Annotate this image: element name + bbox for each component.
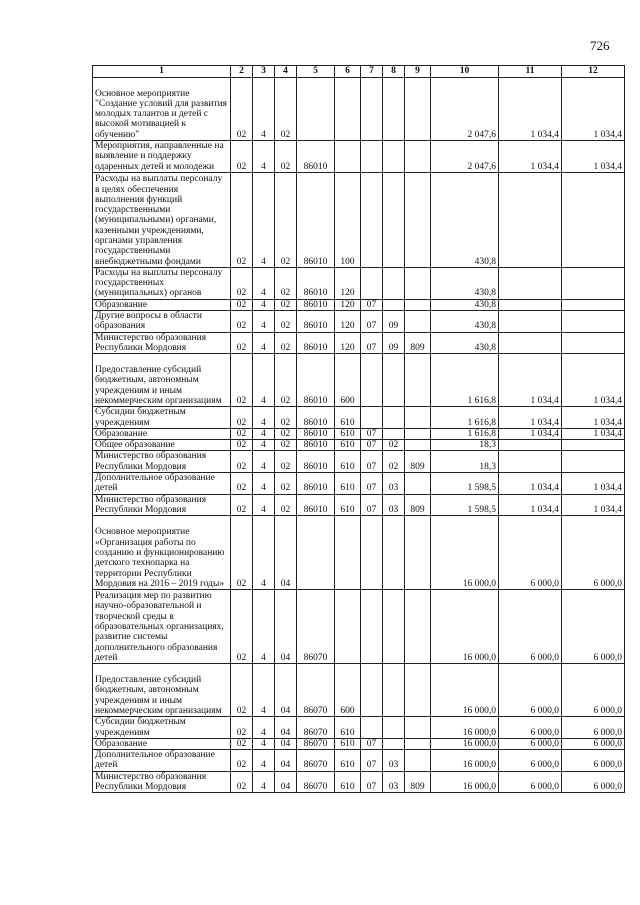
row-name-cell: Образование	[93, 738, 231, 749]
table-cell: 16 000,0	[431, 771, 499, 793]
column-header: 2	[231, 66, 253, 78]
table-cell: 03	[383, 494, 405, 516]
table-cell: 6 000,0	[562, 516, 625, 590]
table-cell	[405, 664, 431, 717]
row-name-cell: Предоставление субсидий бюджетным, автономным учреждениям и иным некоммерческим организациям	[93, 354, 231, 407]
table-cell: 02	[275, 407, 297, 429]
row-name-cell: Мероприятия, направленные на выявление и поддержку одаренных детей и молодежи	[93, 141, 231, 173]
table-cell: 1 034,4	[499, 141, 562, 173]
table-cell: 86070	[297, 664, 335, 717]
table-cell: 02	[231, 516, 253, 590]
table-cell: 1 034,4	[562, 407, 625, 429]
table-cell	[405, 717, 431, 739]
table-row	[93, 299, 625, 310]
table-cell: 6 000,0	[499, 750, 562, 772]
table-cell: 02	[231, 78, 253, 141]
column-header: 8	[383, 66, 405, 78]
table-cell: 600	[335, 664, 361, 717]
table-cell	[499, 311, 562, 333]
table-cell: 86010	[297, 141, 335, 173]
table-cell: 02	[383, 440, 405, 451]
table-cell	[405, 440, 431, 451]
table-row	[93, 172, 625, 267]
table-cell: 1 598,5	[431, 494, 499, 516]
table-cell: 07	[361, 750, 383, 772]
table-cell	[405, 407, 431, 429]
table-cell: 430,8	[431, 172, 499, 267]
table-cell: 610	[335, 440, 361, 451]
table-row	[93, 407, 625, 429]
table-cell: 6 000,0	[499, 738, 562, 749]
table-cell: 07	[361, 738, 383, 749]
column-header: 4	[275, 66, 297, 78]
table-cell: 07	[361, 440, 383, 451]
table-cell: 02	[275, 440, 297, 451]
table-cell: 4	[253, 473, 275, 495]
table-row	[93, 332, 625, 354]
table-row	[93, 590, 625, 664]
table-cell: 6 000,0	[562, 771, 625, 793]
table-cell: 6 000,0	[499, 717, 562, 739]
table-cell: 1 616,8	[431, 354, 499, 407]
table-cell: 1 598,5	[431, 473, 499, 495]
row-name-cell: Субсидии бюджетным учреждениям	[93, 717, 231, 739]
table-cell: 02	[231, 717, 253, 739]
table-cell: 1 034,4	[562, 354, 625, 407]
table-cell: 02	[231, 172, 253, 267]
table-cell	[383, 299, 405, 310]
table-cell: 1 034,4	[499, 407, 562, 429]
table-cell: 1 034,4	[562, 428, 625, 439]
table-cell: 4	[253, 590, 275, 664]
table-cell: 02	[231, 267, 253, 299]
table-cell	[405, 78, 431, 141]
table-cell	[562, 451, 625, 473]
table-cell	[383, 78, 405, 141]
table-row	[93, 78, 625, 141]
table-cell: 07	[361, 494, 383, 516]
table-cell	[383, 407, 405, 429]
table-cell: 86070	[297, 738, 335, 749]
table-row	[93, 771, 625, 793]
table-cell	[499, 299, 562, 310]
table-cell	[499, 451, 562, 473]
table-cell: 4	[253, 354, 275, 407]
table-cell: 120	[335, 267, 361, 299]
table-cell: 02	[231, 141, 253, 173]
table-cell: 16 000,0	[431, 738, 499, 749]
table-cell	[361, 590, 383, 664]
table-cell: 6 000,0	[562, 664, 625, 717]
table-cell	[383, 717, 405, 739]
row-name-cell: Реализация мер по развитию научно-образовательной и творческой среды в образовательных организациях, развитие системы дополнительного образования детей	[93, 590, 231, 664]
table-cell	[297, 78, 335, 141]
table-cell	[335, 516, 361, 590]
table-cell: 02	[231, 664, 253, 717]
table-cell: 100	[335, 172, 361, 267]
row-name-cell: Министерство образования Республики Мордовия	[93, 494, 231, 516]
table-cell: 86010	[297, 451, 335, 473]
table-cell	[405, 311, 431, 333]
table-cell: 16 000,0	[431, 664, 499, 717]
row-name-cell: Расходы на выплаты персоналу государственных (муниципальных) органов	[93, 267, 231, 299]
table-cell: 6 000,0	[499, 516, 562, 590]
table-cell: 02	[231, 332, 253, 354]
table-cell	[361, 407, 383, 429]
table-cell: 86010	[297, 407, 335, 429]
table-cell: 1 034,4	[499, 78, 562, 141]
table-cell: 02	[383, 451, 405, 473]
table-cell: 03	[383, 771, 405, 793]
table-cell	[405, 141, 431, 173]
table-row	[93, 717, 625, 739]
table-cell: 86010	[297, 311, 335, 333]
header-row	[93, 66, 625, 78]
table-cell: 09	[383, 311, 405, 333]
table-cell: 18,3	[431, 451, 499, 473]
column-header: 6	[335, 66, 361, 78]
table-cell	[405, 299, 431, 310]
table-cell	[405, 590, 431, 664]
table-cell: 4	[253, 750, 275, 772]
table-cell: 09	[383, 332, 405, 354]
table-cell: 120	[335, 332, 361, 354]
table-cell: 600	[335, 354, 361, 407]
table-cell	[383, 354, 405, 407]
table-cell	[383, 738, 405, 749]
table-cell: 04	[275, 738, 297, 749]
table-cell	[383, 590, 405, 664]
table-cell	[499, 440, 562, 451]
table-row	[93, 494, 625, 516]
table-cell: 809	[405, 494, 431, 516]
table-cell: 2 047,6	[431, 141, 499, 173]
row-name-cell: Основное мероприятие «Организация работы по созданию и функционированию детского технопарка на территории Республики Мордовия на 2016 – 2019 годы»	[93, 516, 231, 590]
table-cell: 02	[275, 141, 297, 173]
table-cell	[383, 172, 405, 267]
row-name-cell: Министерство образования Республики Мордовия	[93, 771, 231, 793]
table-cell	[562, 267, 625, 299]
table-cell: 02	[231, 771, 253, 793]
table-cell: 4	[253, 299, 275, 310]
table-cell	[405, 516, 431, 590]
table-row	[93, 267, 625, 299]
table-cell: 02	[275, 473, 297, 495]
table-cell: 02	[231, 299, 253, 310]
table-cell: 1 034,4	[499, 354, 562, 407]
table-cell: 610	[335, 771, 361, 793]
table-cell: 07	[361, 428, 383, 439]
table-cell: 86010	[297, 354, 335, 407]
table-cell: 4	[253, 451, 275, 473]
column-header: 12	[562, 66, 625, 78]
table-cell: 1 034,4	[499, 473, 562, 495]
table-cell	[562, 440, 625, 451]
table-cell: 610	[335, 428, 361, 439]
table-cell	[562, 311, 625, 333]
table-cell: 02	[275, 172, 297, 267]
table-cell: 86010	[297, 473, 335, 495]
table-cell	[499, 172, 562, 267]
row-name-cell: Субсидии бюджетным учреждениям	[93, 407, 231, 429]
table-cell	[383, 664, 405, 717]
column-header: 10	[431, 66, 499, 78]
table-cell: 6 000,0	[562, 738, 625, 749]
row-name-cell: Образование	[93, 428, 231, 439]
table-cell: 02	[231, 311, 253, 333]
table-cell	[383, 267, 405, 299]
row-name-cell: Дополнительное образование детей	[93, 750, 231, 772]
table-cell: 1 034,4	[562, 473, 625, 495]
table-cell: 610	[335, 494, 361, 516]
table-cell	[361, 354, 383, 407]
table-cell: 16 000,0	[431, 750, 499, 772]
table-cell	[405, 473, 431, 495]
table-row	[93, 440, 625, 451]
table-cell	[405, 738, 431, 749]
table-row	[93, 664, 625, 717]
row-name-cell: Основное мероприятие "Создание условий для развития молодых талантов и детей с высокой мотивацией к обучению"	[93, 78, 231, 141]
page-number: 726	[590, 38, 610, 53]
table-cell	[562, 332, 625, 354]
table-cell: 6 000,0	[499, 771, 562, 793]
table-cell: 4	[253, 311, 275, 333]
table-cell: 07	[361, 451, 383, 473]
table-cell: 4	[253, 440, 275, 451]
table-cell: 02	[275, 267, 297, 299]
table-cell	[361, 172, 383, 267]
table-cell: 02	[275, 451, 297, 473]
table-cell: 610	[335, 407, 361, 429]
budget-table	[92, 65, 625, 793]
column-header: 1	[93, 66, 231, 78]
table-cell	[405, 750, 431, 772]
table-cell	[405, 428, 431, 439]
table-cell: 610	[335, 738, 361, 749]
table-cell: 4	[253, 516, 275, 590]
table-cell: 02	[231, 473, 253, 495]
table-cell: 430,8	[431, 299, 499, 310]
row-name-cell: Министерство образования Республики Мордовия	[93, 451, 231, 473]
table-cell: 809	[405, 771, 431, 793]
table-cell: 1 034,4	[562, 78, 625, 141]
table-cell: 86070	[297, 717, 335, 739]
table-cell	[499, 267, 562, 299]
table-cell: 07	[361, 311, 383, 333]
table-cell: 120	[335, 299, 361, 310]
table-cell	[405, 267, 431, 299]
table-cell: 16 000,0	[431, 717, 499, 739]
column-header: 5	[297, 66, 335, 78]
table-cell: 02	[275, 78, 297, 141]
table-cell: 430,8	[431, 311, 499, 333]
table-cell: 809	[405, 451, 431, 473]
table-cell: 2 047,6	[431, 78, 499, 141]
table-cell: 04	[275, 771, 297, 793]
table-cell: 04	[275, 717, 297, 739]
table-cell: 1 034,4	[499, 428, 562, 439]
table-cell: 1 616,8	[431, 407, 499, 429]
table-cell: 02	[275, 354, 297, 407]
row-name-cell: Дополнительное образование детей	[93, 473, 231, 495]
table-cell: 4	[253, 332, 275, 354]
table-cell: 07	[361, 332, 383, 354]
table-cell	[383, 428, 405, 439]
table-cell	[562, 172, 625, 267]
table-cell: 07	[361, 473, 383, 495]
table-cell: 07	[361, 771, 383, 793]
table-cell: 04	[275, 590, 297, 664]
table-cell: 430,8	[431, 267, 499, 299]
row-name-cell: Другие вопросы в области образования	[93, 311, 231, 333]
table-cell: 86070	[297, 750, 335, 772]
table-cell: 4	[253, 407, 275, 429]
table-cell: 610	[335, 750, 361, 772]
table-row	[93, 516, 625, 590]
table-cell: 610	[335, 473, 361, 495]
table-cell: 4	[253, 267, 275, 299]
table-cell: 16 000,0	[431, 516, 499, 590]
table-cell: 4	[253, 141, 275, 173]
table-cell: 02	[231, 750, 253, 772]
table-row	[93, 141, 625, 173]
table-cell: 4	[253, 428, 275, 439]
table-cell: 03	[383, 473, 405, 495]
table-row	[93, 738, 625, 749]
table-cell: 4	[253, 717, 275, 739]
table-cell: 86010	[297, 267, 335, 299]
table-cell: 4	[253, 78, 275, 141]
column-header: 7	[361, 66, 383, 78]
table-cell: 6 000,0	[499, 590, 562, 664]
table-cell: 86010	[297, 440, 335, 451]
table-row	[93, 750, 625, 772]
row-name-cell: Общее образование	[93, 440, 231, 451]
table-cell: 610	[335, 717, 361, 739]
table-cell: 86010	[297, 172, 335, 267]
table-cell: 430,8	[431, 332, 499, 354]
table-cell: 02	[231, 428, 253, 439]
table-cell	[335, 78, 361, 141]
table-cell: 809	[405, 332, 431, 354]
table-cell: 120	[335, 311, 361, 333]
table-cell: 02	[231, 451, 253, 473]
table-row	[93, 451, 625, 473]
table-cell	[361, 267, 383, 299]
table-cell: 6 000,0	[562, 590, 625, 664]
table-cell: 1 034,4	[562, 141, 625, 173]
table-cell: 02	[275, 428, 297, 439]
table-cell: 610	[335, 451, 361, 473]
table-cell: 02	[275, 494, 297, 516]
table-cell: 1 034,4	[562, 494, 625, 516]
table-cell	[297, 516, 335, 590]
table-cell: 86010	[297, 299, 335, 310]
table-cell	[335, 141, 361, 173]
table-cell: 1 034,4	[499, 494, 562, 516]
table-cell: 1 616,8	[431, 428, 499, 439]
table-cell: 86010	[297, 332, 335, 354]
table-cell: 4	[253, 664, 275, 717]
table-cell: 03	[383, 750, 405, 772]
column-header: 9	[405, 66, 431, 78]
table-cell	[361, 664, 383, 717]
table-cell: 04	[275, 750, 297, 772]
table-cell	[361, 78, 383, 141]
table-cell: 6 000,0	[562, 717, 625, 739]
table-cell: 02	[231, 590, 253, 664]
table-cell: 16 000,0	[431, 590, 499, 664]
table-row	[93, 354, 625, 407]
column-header: 3	[253, 66, 275, 78]
table-cell: 4	[253, 771, 275, 793]
table-cell: 04	[275, 664, 297, 717]
table-cell: 86010	[297, 494, 335, 516]
table-cell: 4	[253, 172, 275, 267]
table-cell	[499, 332, 562, 354]
table-cell	[562, 299, 625, 310]
table-cell: 02	[231, 354, 253, 407]
table-cell	[405, 354, 431, 407]
table-cell: 04	[275, 516, 297, 590]
table-cell: 86010	[297, 428, 335, 439]
table-cell	[383, 141, 405, 173]
column-header: 11	[499, 66, 562, 78]
table-cell: 02	[231, 738, 253, 749]
table-row	[93, 428, 625, 439]
table-cell	[383, 516, 405, 590]
table-cell: 02	[231, 494, 253, 516]
table-cell	[335, 590, 361, 664]
table-cell: 02	[275, 311, 297, 333]
table-cell	[361, 516, 383, 590]
table-cell	[361, 141, 383, 173]
table-cell	[405, 172, 431, 267]
table-cell: 02	[231, 407, 253, 429]
table-cell: 86070	[297, 771, 335, 793]
table-cell: 02	[231, 440, 253, 451]
table-row	[93, 473, 625, 495]
table-cell: 02	[275, 332, 297, 354]
table-cell: 07	[361, 299, 383, 310]
table-row	[93, 311, 625, 333]
table-cell: 4	[253, 738, 275, 749]
row-name-cell: Образование	[93, 299, 231, 310]
table-cell: 86070	[297, 590, 335, 664]
table-cell: 18,3	[431, 440, 499, 451]
row-name-cell: Министерство образования Республики Мордовия	[93, 332, 231, 354]
table-cell: 6 000,0	[562, 750, 625, 772]
table-cell: 02	[275, 299, 297, 310]
row-name-cell: Расходы на выплаты персоналу в целях обеспечения выполнения функций государственными (муниципальными) органами, казенными учреждениями, органами управления государственными внебюджетными фондами	[93, 172, 231, 267]
row-name-cell: Предоставление субсидий бюджетным, автономным учреждениям и иным некоммерческим организациям	[93, 664, 231, 717]
table-cell	[361, 717, 383, 739]
table-cell: 6 000,0	[499, 664, 562, 717]
table-cell: 4	[253, 494, 275, 516]
